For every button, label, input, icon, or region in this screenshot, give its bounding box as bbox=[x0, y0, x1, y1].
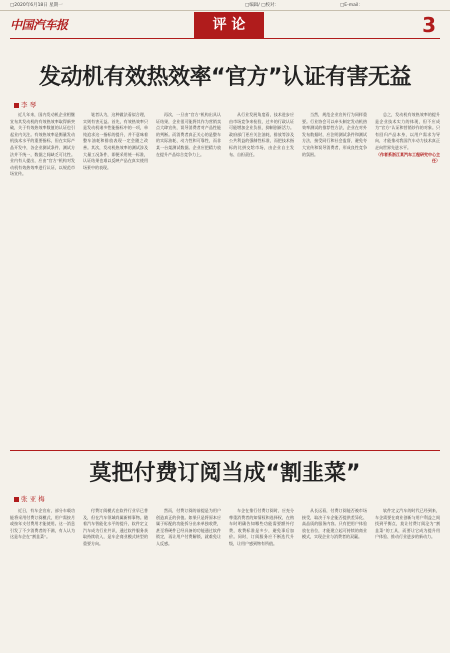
text-column bbox=[229, 112, 294, 437]
text-column bbox=[375, 112, 440, 437]
article-author bbox=[14, 100, 36, 109]
paragraph: 从行业发展角度看，技术进步应由市场竞争来检验，过多的行政认证可能增加企业负担，抑制创新活力。政府部门更应关注油耗、排放等涉及公共利益的强制性标准，而把技术指标的比拼交给市场，由企业自主发布、自担责任。 bbox=[229, 112, 294, 157]
text-column bbox=[10, 112, 75, 437]
square-bullet-icon bbox=[14, 103, 19, 108]
issue-date: □2020年6月18日 星期一 bbox=[10, 3, 63, 8]
paragraph: 近几年来，国内发动机企业相继宣布其发动机的有效热效率取得新突破，关于有效热效率数值的认证也引起业内关注。有效热效率是衡量发动机技术水平的重要指标，但在实际产品开发中，各企业测试条件、测试方法并不统一，数据之间缺乏可比性。业内有人提出，应由“官方”机构对发动机有效热效率进行认证，以规范市场宣传。 bbox=[10, 112, 75, 177]
paragraph: 当然，规范企业宣传行为同样重要。行业协会可以牵头制定发动机热效率测试的推荐性方法，企业在对外发布数据时，应注明测试条件和测试方法，接受同行和社会监督，避免夸大宣传和误导消费者，形成良性竞争的氛围。 bbox=[302, 112, 367, 157]
text-column bbox=[156, 112, 221, 437]
paragraph: 再次，一旦由“官方”机构出具认证结果，企业很可能将其作为营销卖点大肆宣传，误导消费者对产品性能的判断。而消费者真正关心的是整车的实际油耗、动力性和可靠性，而非某一台架测试数据。企业应把精力放在提升产品综合竞争力上。 bbox=[156, 112, 221, 157]
text-column bbox=[156, 508, 221, 646]
square-bullet-icon bbox=[14, 497, 19, 502]
paragraph: 近日，有车企宣布，部分车载功能将采用付费订阅模式，用户需按月或按年支付费用才能使用。这一消息引发了不少消费者的不满，有人认为这是车企在“割韭菜”。 bbox=[10, 508, 75, 540]
text-column bbox=[229, 508, 294, 646]
article-body bbox=[10, 112, 440, 437]
article-body bbox=[10, 508, 440, 646]
paragraph: 软件定义汽车的时代已经到来，车企需要在商业创新与用户利益之间找到平衡点，莫让付费订阅沦为“割韭菜”的工具，而要让它成为提升用户体验、推动行业进步的新动力。 bbox=[375, 508, 440, 540]
section-divider bbox=[10, 450, 440, 451]
paragraph: 然而，付费订阅的前提是为用户创造真正的价值。如果只是将原本应属于标配的功能拆分出来单独收费，甚至将硬件已经具备的功能通过软件锁定，再让用户付费解锁，就难免让人反感。 bbox=[156, 508, 221, 546]
paragraph: 笔者认为，这种做法看似合理，实则有害无益。首先，有效热效率只是发动机诸多性能指标中的一项，单纯追求这一指标的提升，并不意味着整车油耗和排放表现一定会随之改善。其次，发动机热效率的测试涉及大量工况条件，即便采用统一标准，认证结果也难以反映产品在真实使用场景中的表现。 bbox=[83, 112, 148, 170]
editor-credits: □编辑/ □校对： bbox=[245, 3, 279, 8]
author-name: 张 亚 梅 bbox=[21, 495, 45, 503]
paragraph: 付费订阅模式在软件行业早已普及，但在汽车领域尚属新鲜事物。随着汽车智能化水平的提升，软件定义汽车成为行业共识，通过软件服务获取持续收入，是车企商业模式转型的重要方向。 bbox=[83, 508, 148, 546]
text-column bbox=[10, 508, 75, 646]
masthead bbox=[10, 12, 440, 39]
author-signature: （作者系浙江某汽车工程研究中心主任） bbox=[376, 151, 440, 164]
page-header-strip bbox=[0, 0, 450, 11]
text-column bbox=[375, 508, 440, 646]
article-headline: 莫把付费订阅当成“割韭菜” bbox=[89, 461, 361, 486]
article-author bbox=[14, 494, 45, 503]
article-headline: 发动机有效热效率“官方”认证有害无益 bbox=[39, 65, 411, 90]
page-number: 3 bbox=[422, 13, 436, 37]
text-column bbox=[302, 112, 367, 437]
paragraph: 从长远看，付费订阅能否被市场接受，取决于车企能否提供差异化、高品质的服务内容。只有把用户体验放在首位，才能建立起可持续的商业模式，实现企业与消费者的双赢。 bbox=[302, 508, 367, 540]
text-column bbox=[302, 508, 367, 646]
section-label: 评 论 bbox=[194, 12, 264, 38]
paragraph: 车企在推行付费订阅时，应充分尊重消费者的知情权和选择权，在购车时明确告知哪些功能需要额外付费，收费标准是多少，避免事后加价。同时，订阅服务应不断迭代升级，让用户感到物有所值。 bbox=[229, 508, 294, 546]
author-name: 李 琴 bbox=[21, 101, 37, 109]
paragraph: 总之，发动机有效热效率的提升是企业技术实力的体现，但不应成为“官方”认证和营销炒作的对象。只有回归产品本身，以用户需求为导向，才能推动我国汽车动力技术真正走向世界先进水平。 bbox=[375, 112, 440, 150]
text-column bbox=[83, 112, 148, 437]
newspaper-logo: 中国汽车报 bbox=[10, 18, 68, 32]
contact-email: □E-mail： bbox=[340, 3, 363, 8]
text-column bbox=[83, 508, 148, 646]
